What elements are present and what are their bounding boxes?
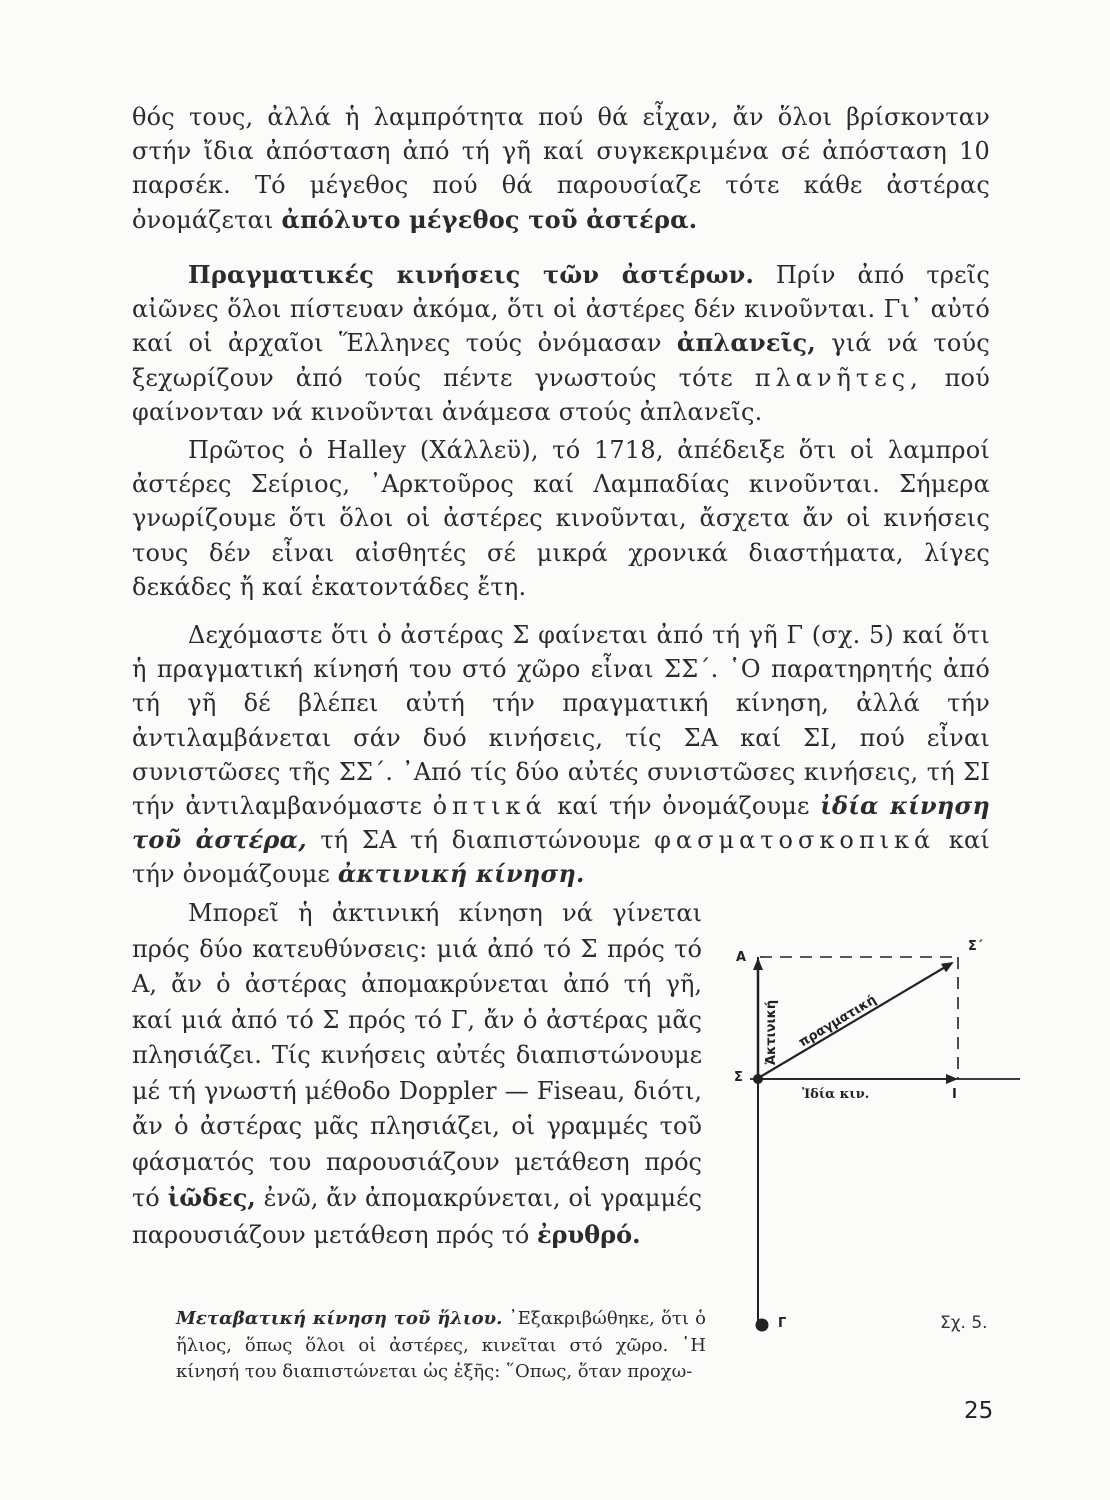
p5-text-c: ἐνῶ, ἄν ἀπομακρύνεται, οἱ γραμμές παρουσιάζουν μετάθεση πρός τό — [132, 1184, 702, 1249]
p5-bold-term-violet: ἰῶδες, — [167, 1183, 256, 1212]
star-point — [753, 1074, 763, 1084]
figure-5-motion-diagram — [720, 935, 1020, 1355]
p4-text-c: καί τήν ὀνομάζουμε — [546, 792, 821, 821]
page-number: 25 — [964, 1398, 994, 1424]
p3-text: Πρῶτος ὁ Halley (Χάλλεϋ), τό 1718, ἀπέδειξε ὅτι οἱ λαμπροί ἀστέρες Σείριος, ᾿Αρκτοῦρος καί Λαμπαδίας κινοῦνται. Σήμερα γνωρίζουμε ὅτι ὅλοι οἱ ἀστέρες κινοῦνται, ἄσχετα ἄν οἱ κινήσεις τους δέν εἶναι αἰσθητές σέ μικρά χρονικά διαστήματα, λίγες δεκάδες ἤ καί ἑκατοντάδες ἔτη. — [132, 436, 990, 601]
p4-spaced-term-spectroscopic: φασματοσκοπικά — [654, 826, 936, 855]
label-sigma-prime: Σ΄ — [968, 939, 983, 954]
paragraph-2 — [132, 258, 990, 429]
paragraph-1 — [132, 100, 990, 237]
p4-bold-term-radial-motion: ἀκτινική κίνηση. — [337, 859, 585, 889]
section-heading-real-motions: Πραγματικές κινήσεις τῶν ἀστέρων. — [188, 260, 755, 289]
radial-label: Ἀκτινική — [764, 999, 779, 1065]
p2-text-a: Πρίν ἀπό τρεῖς αἰῶνες ὅλοι πίστευαν ἀκόμα, ὅτι οἱ ἀστέρες δέν κινοῦνται. Γι᾿ αὐτό καί οἱ ἀρχαῖοι Ἕλληνες τούς ὀνόμασαν — [132, 261, 990, 358]
p2-spaced-term: πλανῆτες, — [754, 363, 923, 392]
paragraph-6 — [176, 1288, 706, 1404]
label-a: Α — [736, 950, 747, 965]
true-motion-label: πραγματική — [796, 992, 880, 1051]
true-motion-arrow — [760, 963, 952, 1077]
paragraph-4 — [132, 618, 990, 892]
section-heading-sun-motion: Μεταβατική κίνηση τοῦ ἥλιου. — [176, 1308, 503, 1329]
p5-bold-term-red: ἐρυθρό. — [536, 1219, 641, 1249]
figure-5-svg — [720, 935, 1020, 1355]
p4-text-e: τή ΣΑ τή διαπιστώνουμε — [306, 826, 655, 855]
p4-text-a: Δεχόμαστε ὅτι ὁ ἀστέρας Σ φαίνεται ἀπό τή γῆ Γ (σχ. 5) καί ὅτι ἡ πραγματική κίνησή του στό χῶρο εἶναι ΣΣ΄. ῾Ο παρατηρητής ἀπό τή γῆ δέ βλέπει αὐτή τήν πραγματική κίνηση, ἀλλά τήν ἀντιλαμβάνεται σάν δυό κινήσεις, τίς ΣΑ καί ΣΙ, πού εἶναι συνιστῶσες τῆς ΣΣ΄. ᾿Από τίς δύο αὐτές συνιστῶσες κινήσεις, τή ΣΙ τήν ἀντιλαμβανόμαστε — [132, 621, 990, 821]
earth-point — [756, 1319, 769, 1332]
paragraph-5 — [132, 896, 702, 1253]
p4-spaced-term-optical: ὀπτικά — [432, 792, 547, 821]
p4-text-g: καί τήν ὀνομάζουμε — [132, 826, 990, 889]
paragraph-3 — [132, 433, 990, 604]
p5-text-a: Μπορεῖ ἡ ἀκτινική κίνηση νά γίνεται πρός δύο κατευθύνσεις: μιά ἀπό τό Σ πρός τό Α, ἄν ὁ ἀστέρας ἀπομακρύνεται ἀπό τή γῆ, καί μιά ἀπό τό Σ πρός τό Γ, ἄν ὁ ἀστέρας μᾶς πλησιάζει. Τίς κινήσεις αὐτές διαπιστώνουμε μέ τή γνωστή μέθοδο Doppler — Fiseau, διότι, ἄν ὁ ἀστέρας μᾶς πλησιάζει, οἱ γραμμές τοῦ φάσματός του παρουσιάζουν μετάθεση πρός τό — [132, 899, 702, 1212]
label-sigma: Σ — [734, 1070, 743, 1085]
p2-text-c: γιά νά τούς ξεχωρίζουν ἀπό τούς πέντε γνωστούς τότε — [132, 329, 990, 392]
p1-text: θός τους, ἀλλά ἡ λαμπρότητα πού θά εἶχαν, ἄν ὅλοι βρίσκονταν στήν ἴδια ἀπόσταση ἀπό τή γῆ καί συγκεκριμένα σέ ἀπόσταση 10 παρσέκ. Τό μέγεθος πού θά παρουσίαζε τότε κάθε ἀστέρας ὀνομάζεται — [132, 103, 990, 234]
p6-text: ᾿Εξακριβώθηκε, ὅτι ὁ ἥλιος, ὅπως ὅλοι οἱ ἀστέρες, κινεῖται στό χῶρο. ῾Η κίνησή του διαπιστώνεται ὡς ἑξῆς: ῞Οπως, ὅταν προχω- — [176, 1308, 706, 1382]
proper-motion-label: Ἰδία κιν. — [802, 1087, 870, 1102]
p1-bold-term: ἀπόλυτο μέγεθος τοῦ ἀστέρα. — [281, 204, 698, 234]
figure-caption: Σχ. 5. — [940, 1313, 988, 1333]
p2-bold-term: ἀπλανεῖς, — [676, 328, 816, 358]
label-gamma: Γ — [778, 1316, 787, 1331]
p4-bold-term-proper-motion: ἰδία κίνηση τοῦ ἀστέρα, — [132, 791, 990, 855]
p2-text-e: πού φαίνονταν νά κινοῦνται ἀνάμεσα στούς ἀπλανεῖς. — [132, 363, 990, 426]
label-i: Ι — [952, 1087, 957, 1102]
